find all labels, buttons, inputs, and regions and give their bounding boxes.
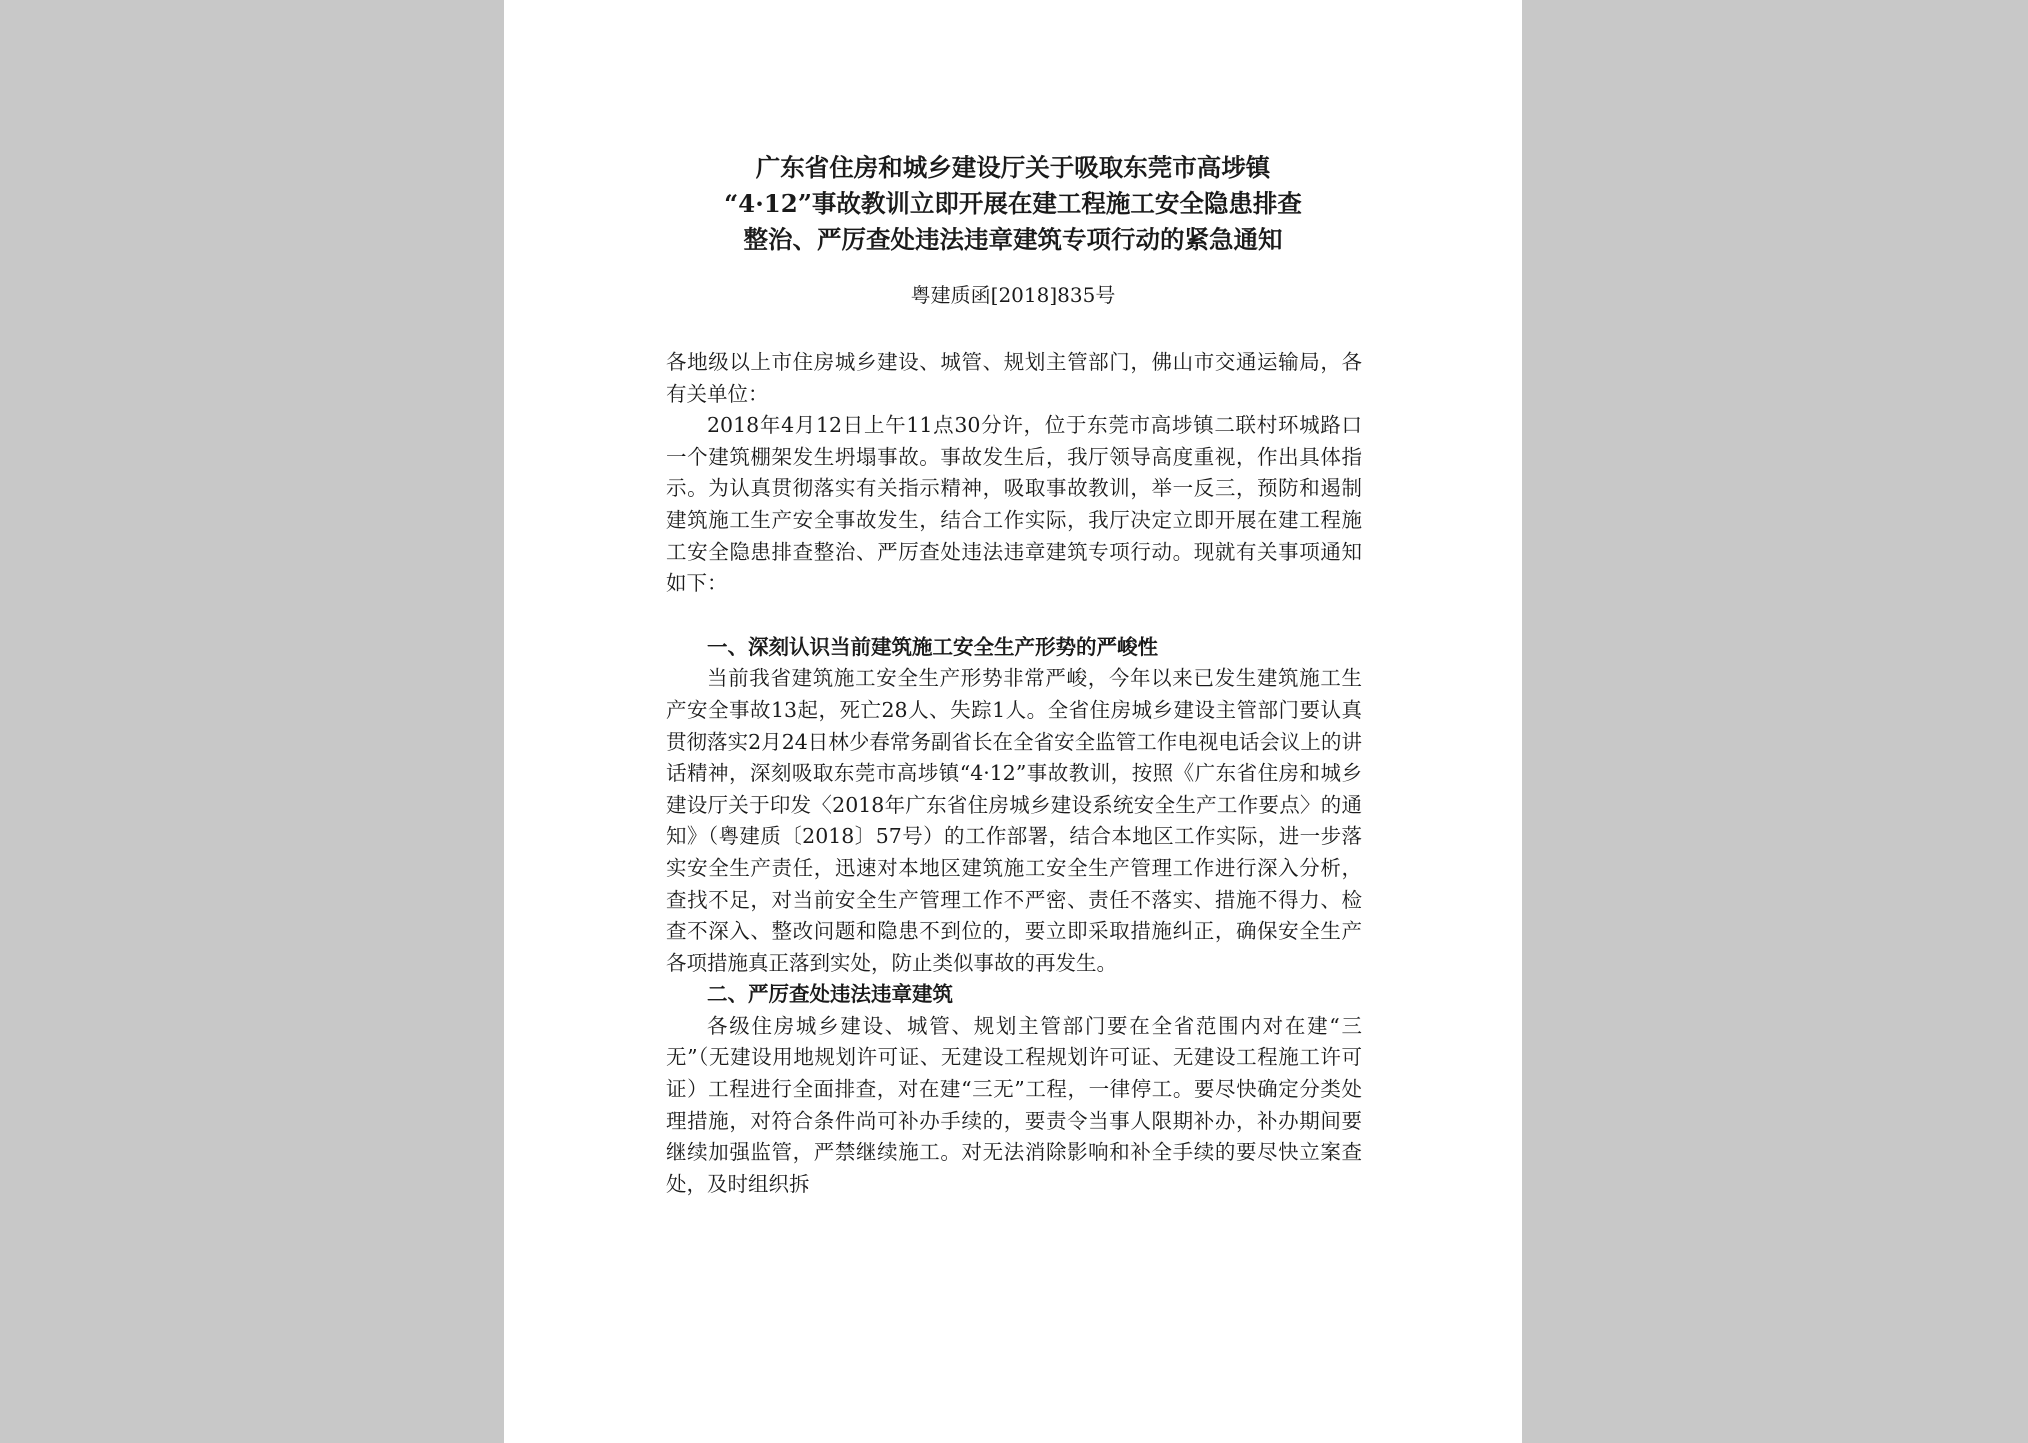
document-page xyxy=(504,0,1522,1443)
title-line-1: 广东省住房和城乡建设厅关于吸取东莞市高埗镇 xyxy=(755,153,1271,182)
title-line-2: “4·12”事故教训立即开展在建工程施工安全隐患排查 xyxy=(724,189,1302,218)
section-gap xyxy=(666,600,1362,632)
section-2-paragraph: 各级住房城乡建设、城管、规划主管部门要在全省范围内对在建“三无”（无建设用地规划许可证、无建设工程规划许可证、无建设工程施工许可证）工程进行全面排查，对在建“三无”工程，一律停工。要尽快确定分类处理措施，对符合条件尚可补办手续的，要责令当事人限期补办，补办期间要继续加强监管，严禁继续施工。对无法消除影响和补全手续的要尽快立案查处，及时组织拆 xyxy=(666,1013,1362,1196)
document-number: 粤建质函[2018]835号 xyxy=(910,283,1116,307)
section-1-heading: 一、深刻认识当前建筑施工安全生产形势的严峻性 xyxy=(707,634,1158,659)
title-line-3: 整治、严厉查处违法违章建筑专项行动的紧急通知 xyxy=(743,225,1283,254)
intro-paragraph: 2018年4月12日上午11点30分许，位于东莞市高埗镇二联村环城路口一个建筑棚架发生坍塌事故。事故发生后，我厅领导高度重视，作出具体指示。为认真贯彻落实有关指示精神，吸取事故教训，举一反三，预防和遏制建筑施工生产安全事故发生，结合工作实际，我厅决定立即开展在建工程施工安全隐患排查整治、严厉查处违法违章建筑专项行动。现就有关事项通知如下： xyxy=(666,413,1362,596)
salutation: 各地级以上市住房城乡建设、城管、规划主管部门，佛山市交通运输局，各有关单位： xyxy=(666,350,1362,406)
section-2-heading: 二、严厉查处违法违章建筑 xyxy=(707,982,953,1007)
document-title xyxy=(504,150,1522,258)
section-1-paragraph: 当前我省建筑施工安全生产形势非常严峻，今年以来已发生建筑施工生产安全事故13起，死亡28人、失踪1人。全省住房城乡建设主管部门要认真贯彻落实2月24日林少春常务副省长在全省安全监管工作电视电话会议上的讲话精神，深刻吸取东莞市高埗镇“4·12”事故教训，按照《广东省住房和城乡建设厅关于印发〈2018年广东省住房城乡建设系统安全生产工作要点〉的通知》（粤建质〔2018〕57号）的工作部署，结合本地区工作实际，进一步落实安全生产责任，迅速对本地区建筑施工安全生产管理工作进行深入分析，查找不足，对当前安全生产管理工作不严密、责任不落实、措施不得力、检查不深入、整改问题和隐患不到位的，要立即采取措施纠正，确保安全生产各项措施真正落到实处，防止类似事故的再发生。 xyxy=(666,666,1362,975)
document-body xyxy=(666,347,1362,1200)
